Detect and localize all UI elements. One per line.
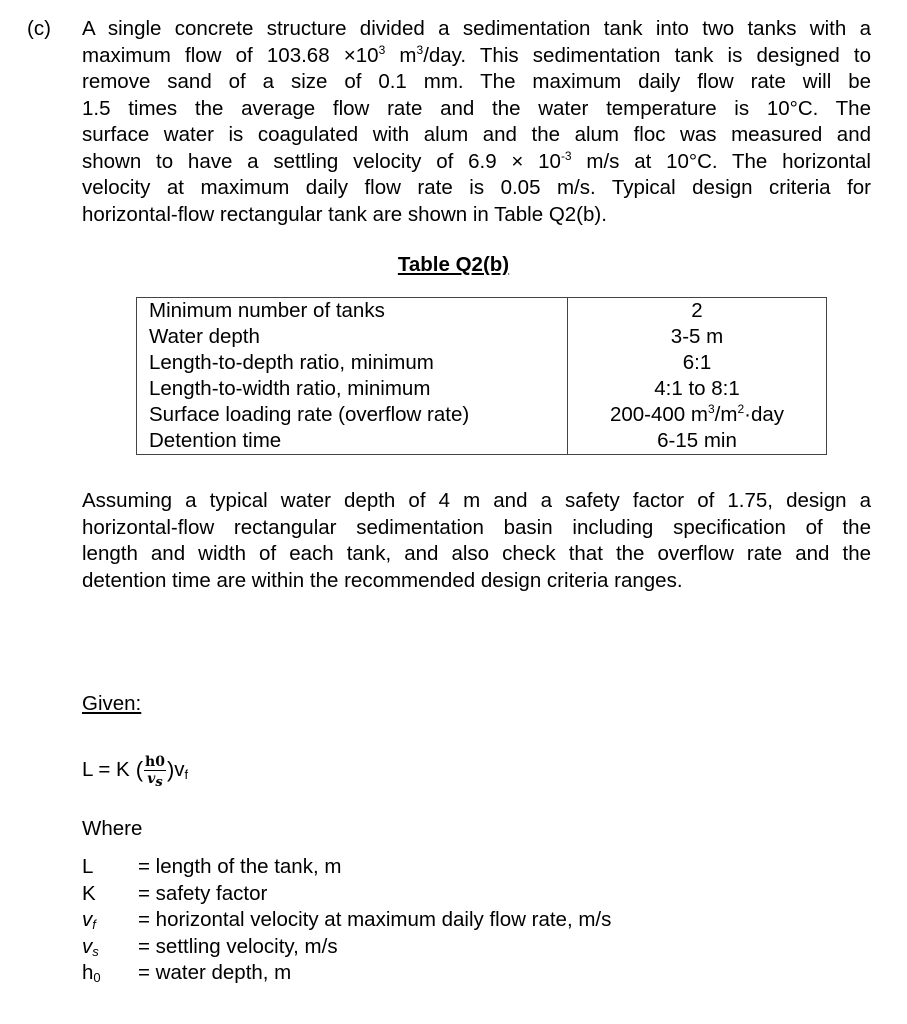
formula-fraction: $\frac{h0}{vs}$ xyxy=(145,753,165,790)
intro-line-2: maximum flow of $103.68 \times 10^3$ $m^3$/day. This sedimentation tank is designed to xyxy=(82,42,871,67)
definition-symbol: $v_f$ xyxy=(82,908,96,932)
definition-symbol: L xyxy=(82,855,94,878)
value-cell: 3-5 m xyxy=(568,324,827,350)
intro-line-6: shown to have a settling velocity of $6.9 \times 10^{-3}$ m/s at 10°C. The horizontal xyxy=(82,148,871,173)
value-cell: 2 xyxy=(568,298,827,325)
symbol-definitions xyxy=(82,854,611,987)
definition-row xyxy=(82,854,611,881)
where-label: Where xyxy=(82,817,143,840)
definition-text: = safety factor xyxy=(138,881,268,905)
criterion-cell: Detention time xyxy=(137,428,568,455)
definition-text: = horizontal velocity at maximum daily flow rate, m/s xyxy=(138,908,612,931)
definition-symbol: $h_0$ xyxy=(82,961,101,985)
value-cell: 6:1 xyxy=(568,350,827,376)
table-title: Table Q2(b) xyxy=(397,253,510,276)
definition-row xyxy=(82,881,611,908)
value-cell: 6-15 min xyxy=(568,428,827,455)
table-row xyxy=(137,376,827,402)
question-label: (c) xyxy=(27,17,51,40)
criterion-cell: Minimum number of tanks xyxy=(137,298,568,325)
table-row xyxy=(137,402,827,428)
given-heading: Given: xyxy=(82,692,142,715)
question-intro xyxy=(82,16,871,228)
intro-line-7: velocity at maximum daily flow rate is 0.05 m/s. Typical design criteria for xyxy=(82,176,871,199)
intro-line-8: horizontal-flow rectangular tank are shown in Table Q2(b). xyxy=(82,202,607,226)
table-row xyxy=(137,428,827,455)
definition-text: = water depth, m xyxy=(138,961,292,984)
design-criteria-table xyxy=(136,297,827,455)
table-row xyxy=(137,350,827,376)
intro-line-3: remove sand of a size of 0.1 mm. The maximum daily flow rate will be xyxy=(82,70,871,93)
task-line-3: length and width of each tank, and also check that the overflow rate and the xyxy=(82,542,871,565)
definition-text: = settling velocity, m/s xyxy=(138,934,338,958)
criterion-cell: Length-to-depth ratio, minimum xyxy=(137,350,568,376)
definition-row xyxy=(82,960,611,987)
criterion-cell: Surface loading rate (overflow rate) xyxy=(137,402,568,428)
task-paragraph xyxy=(82,488,871,594)
table-row xyxy=(137,298,827,325)
formula-lhs: L = K xyxy=(82,758,130,781)
value-cell: 200-400 $m^3/m^2\cdot day$ xyxy=(568,402,827,428)
definition-symbol: $v_s$ xyxy=(82,934,99,959)
formula-rhs: $v_f$ xyxy=(174,758,189,782)
intro-line-4: 1.5 times the average flow rate and the water temperature is 10°C. The xyxy=(82,96,871,120)
task-line-1: Assuming a typical water depth of 4 m and a safety factor of 1.75, design a xyxy=(82,489,871,512)
value-cell: 4:1 to 8:1 xyxy=(568,376,827,402)
task-line-2: horizontal-flow rectangular sedimentation basin including specification of the xyxy=(82,515,871,539)
criterion-cell: Water depth xyxy=(137,324,568,350)
intro-line-5: surface water is coagulated with alum and the alum floc was measured and xyxy=(82,123,871,146)
definition-text: = length of the tank, m xyxy=(138,855,342,878)
intro-line-1: A single concrete structure divided a sedimentation tank into two tanks with a xyxy=(82,17,871,40)
definition-row xyxy=(82,934,611,961)
definition-symbol: K xyxy=(82,881,96,905)
criterion-cell: Length-to-width ratio, minimum xyxy=(137,376,568,402)
table-row xyxy=(137,324,827,350)
task-line-4: detention time are within the recommended design criteria ranges. xyxy=(82,568,683,592)
length-formula: L = K ( $\frac{h0}{vs}$ ) $v_f$ xyxy=(82,753,189,790)
definition-row xyxy=(82,907,611,934)
